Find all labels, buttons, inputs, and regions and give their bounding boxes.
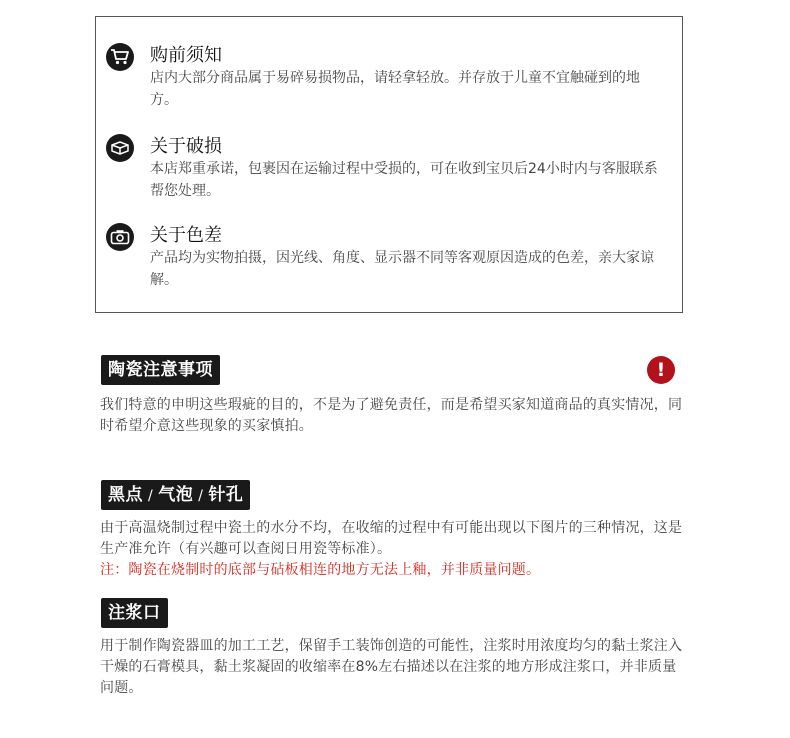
- tag-black-spot: 黑点: [108, 485, 143, 505]
- defects-tag: [101, 480, 250, 510]
- exclamation-icon: !: [647, 356, 675, 384]
- package-icon: [106, 134, 134, 162]
- notice-text: 本店郑重承诺，包裹因在运输过程中受损的，可在收到宝贝后24小时内与客服联系帮您处理。: [150, 161, 658, 199]
- purchase-notice-box: [95, 16, 683, 313]
- tag-separator: /: [148, 488, 154, 504]
- defects-text: [100, 518, 685, 581]
- tag-separator: /: [198, 488, 204, 504]
- tag-bubble: 气泡: [158, 485, 194, 505]
- camera-icon: [106, 223, 134, 251]
- grout-tag: 注浆口: [101, 598, 168, 628]
- ceramic-notice-tag: 陶瓷注意事项: [101, 355, 220, 385]
- notice-title: 关于破损: [150, 136, 222, 157]
- notice-text: 产品均为实物拍摄，因光线、角度、显示器不同等客观原因造成的色差，亲大家谅解。: [150, 250, 654, 288]
- notice-text: 店内大部分商品属于易碎易损物品，请轻拿轻放。并存放于儿童不宜触碰到的地方。: [150, 70, 640, 108]
- notice-title: 购前须知: [150, 45, 222, 66]
- notice-title: 关于色差: [150, 225, 222, 246]
- tag-pinhole: 针孔: [208, 485, 244, 505]
- defects-description: 由于高温烧制过程中瓷土的水分不均，在收缩的过程中有可能出现以下图片的三种情况，这是生产准允许（有兴趣可以查阅日用瓷等标准）。: [100, 520, 683, 557]
- cart-icon: [106, 43, 134, 71]
- ceramic-notice-text: 我们特意的申明这些瑕疵的目的，不是为了避免责任，而是希望买家知道商品的真实情况，同时希望介意这些现象的买家慎拍。: [100, 397, 683, 434]
- grout-text: 用于制作陶瓷器皿的加工工艺，保留手工装饰创造的可能性，注浆时用浓度均匀的黏土浆注入干燥的石膏模具，黏土浆凝固的收缩率在8%左右描述以在注浆的地方形成注浆口，并非质量问题。: [100, 638, 683, 696]
- defects-warning: 注：陶瓷在烧制时的底部与砧板相连的地方无法上釉，并非质量问题。: [100, 562, 541, 578]
